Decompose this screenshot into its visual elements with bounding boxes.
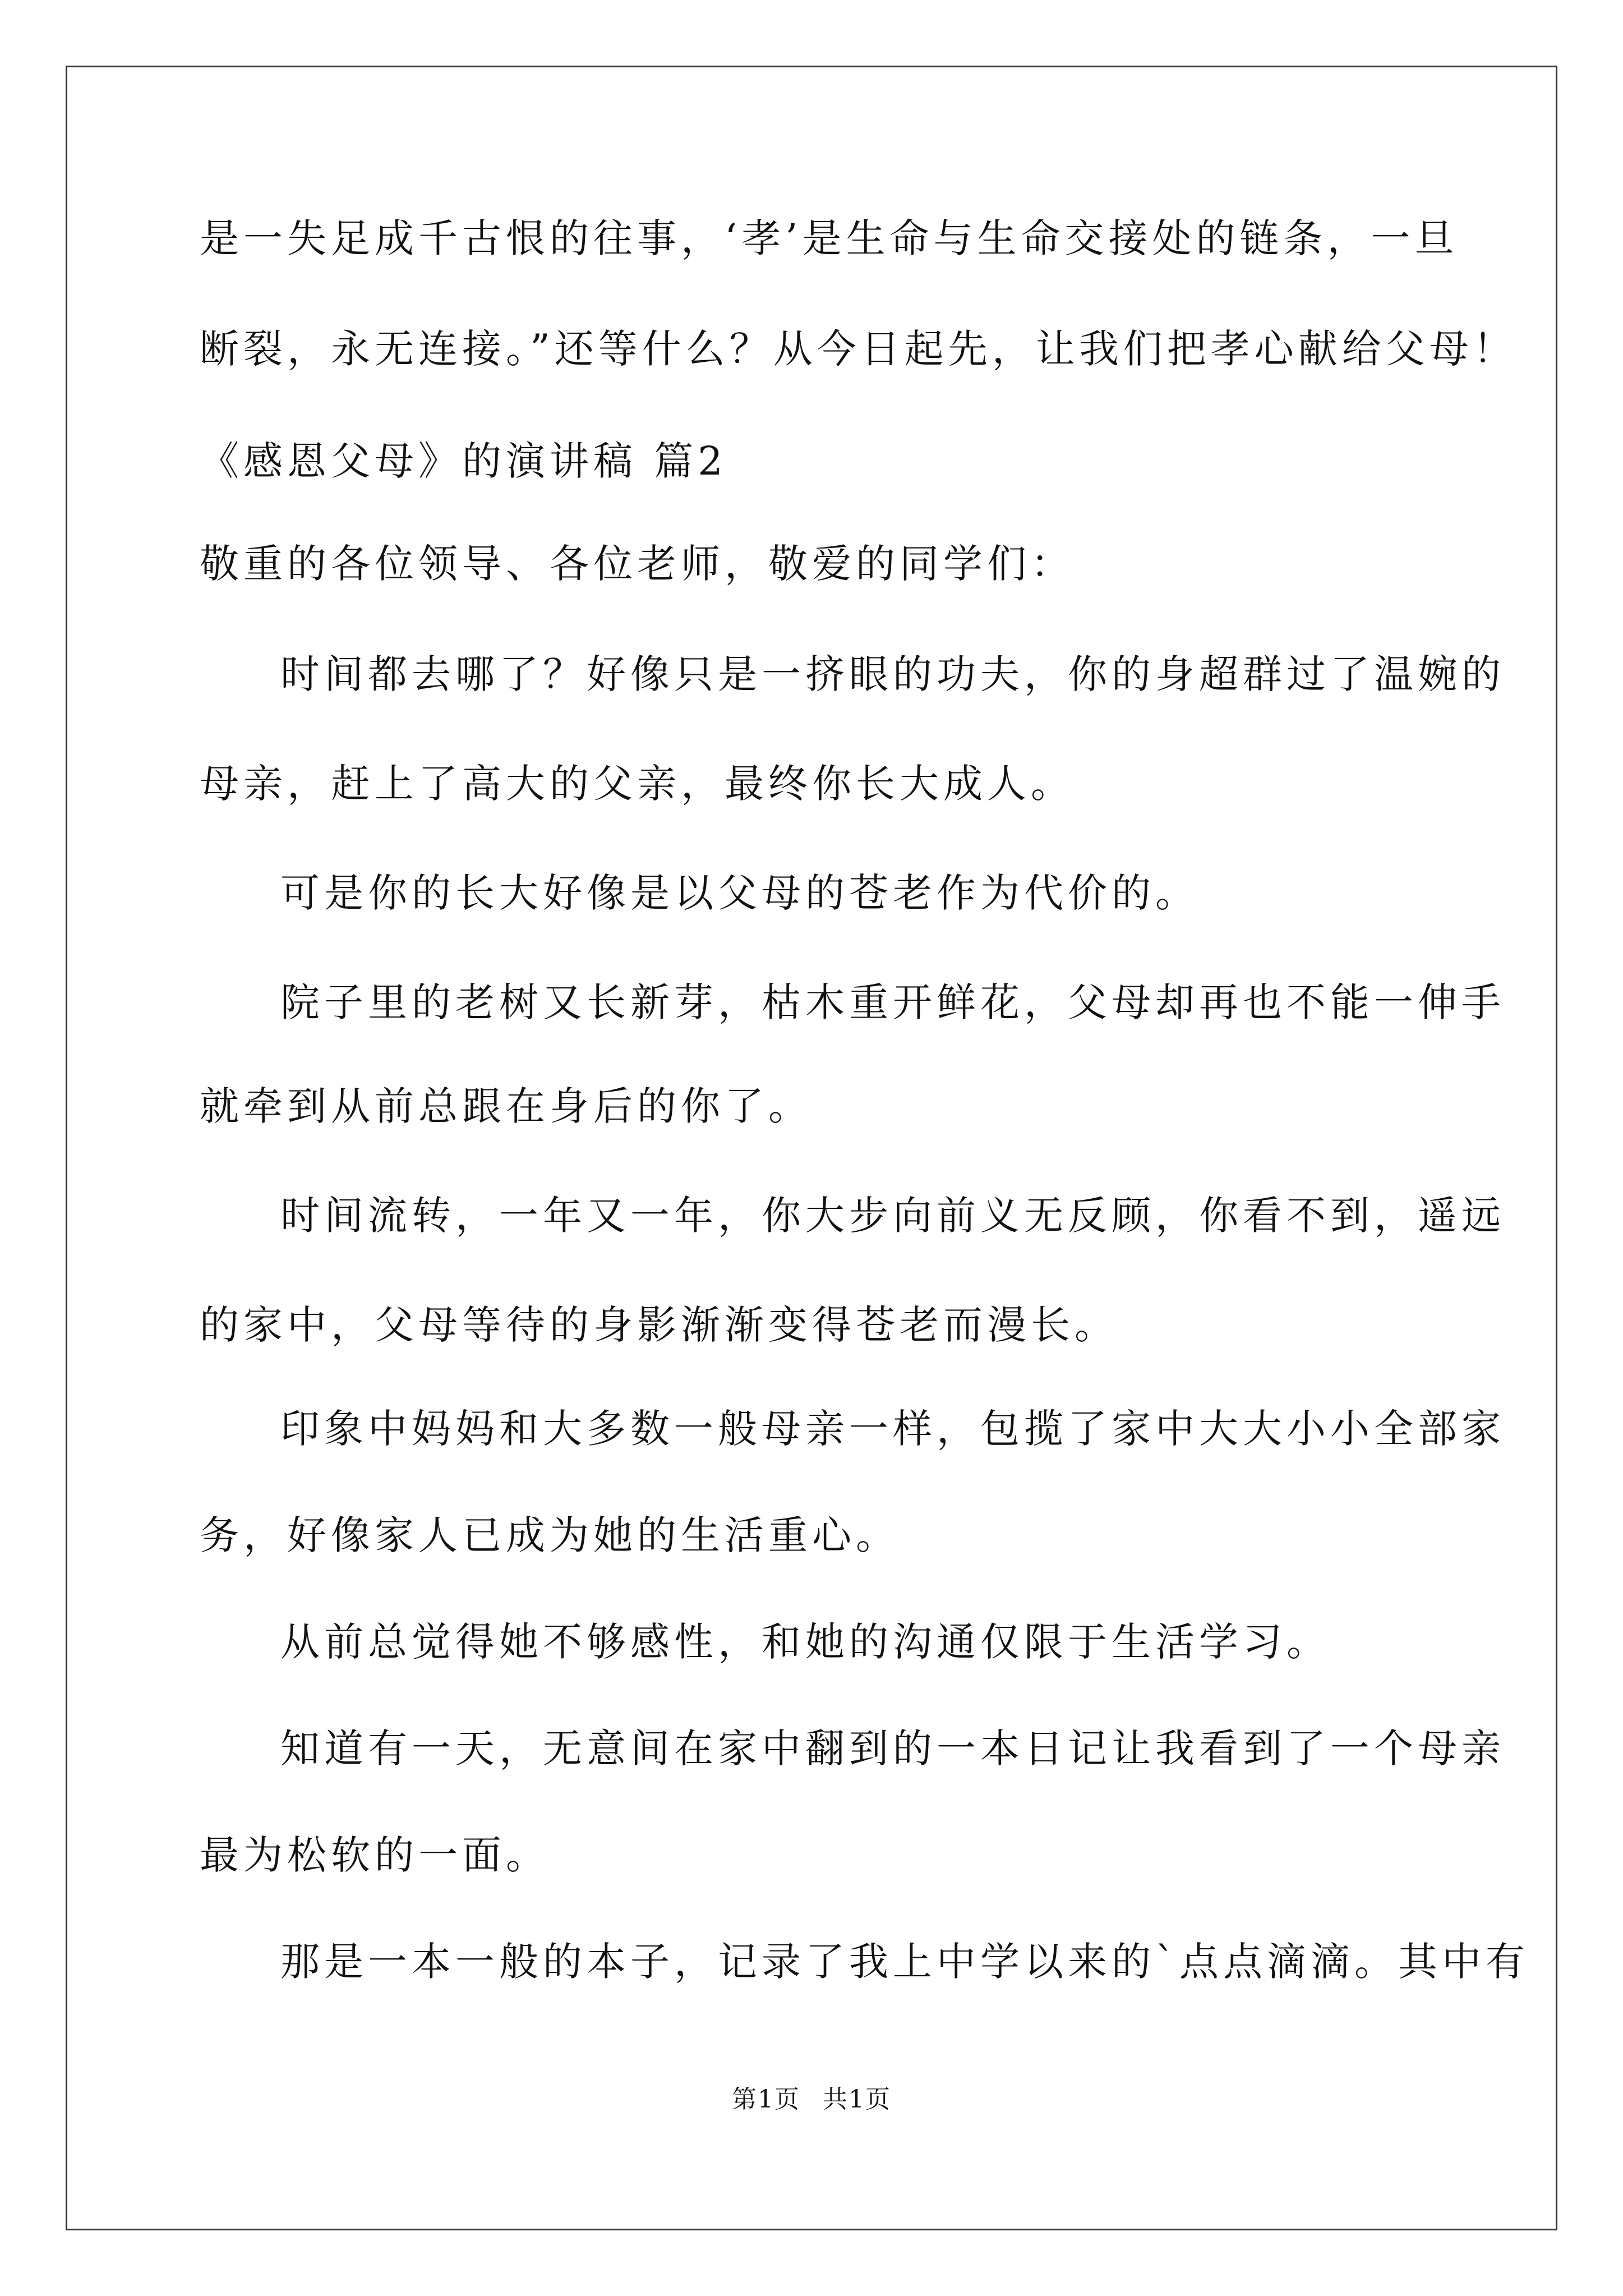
- paragraph-line: 院子里的老树又长新芽，枯木重开鲜花，父母却再也不能一伸手: [280, 979, 1505, 1025]
- salutation: 敬重的各位领导、各位老师，敬爱的同学们：: [200, 541, 1075, 587]
- page-footer: [0, 2084, 1623, 2115]
- paragraph-line: 从前总觉得她不够感性，和她的沟通仅限于生活学习。: [280, 1619, 1330, 1665]
- paragraph-line: 印象中妈妈和大多数一般母亲一样，包揽了家中大大小小全部家: [280, 1406, 1505, 1452]
- paragraph-line: 知道有一天，无意间在家中翻到的一本日记让我看到了一个母亲: [280, 1726, 1505, 1772]
- text-line: 就牵到从前总跟在身后的你了。: [200, 1083, 812, 1129]
- page-total: 共1页: [823, 2085, 891, 2114]
- page-number: 第1页: [732, 2085, 800, 2114]
- page-border: [66, 66, 1557, 2230]
- text-line: 最为松软的一面。: [200, 1832, 550, 1878]
- paragraph-line: 时间都去哪了？好像只是一挤眼的功夫，你的身超群过了温婉的: [280, 651, 1505, 697]
- section-heading: 《感恩父母》的演讲稿 篇2: [200, 438, 727, 484]
- paragraph-line: 时间流转，一年又一年，你大步向前义无反顾，你看不到，遥远: [280, 1193, 1505, 1239]
- text-line: 是一失足成千古恨的往事，‘孝’是生命与生命交接处的链条，一旦: [200, 215, 1459, 261]
- text-line: 务，好像家人已成为她的生活重心。: [200, 1512, 900, 1558]
- text-line: 断裂，永无连接。”还等什么？从今日起先，让我们把孝心献给父母！: [200, 326, 1517, 372]
- text-line: 的家中，父母等待的身影渐渐变得苍老而漫长。: [200, 1302, 1118, 1348]
- text-line: 母亲，赶上了高大的父亲，最终你长大成人。: [200, 761, 1075, 807]
- paragraph-line: 可是你的长大好像是以父母的苍老作为代价的。: [280, 870, 1199, 916]
- paragraph-line: 那是一本一般的本子，记录了我上中学以来的`点点滴滴。其中有: [280, 1939, 1529, 1985]
